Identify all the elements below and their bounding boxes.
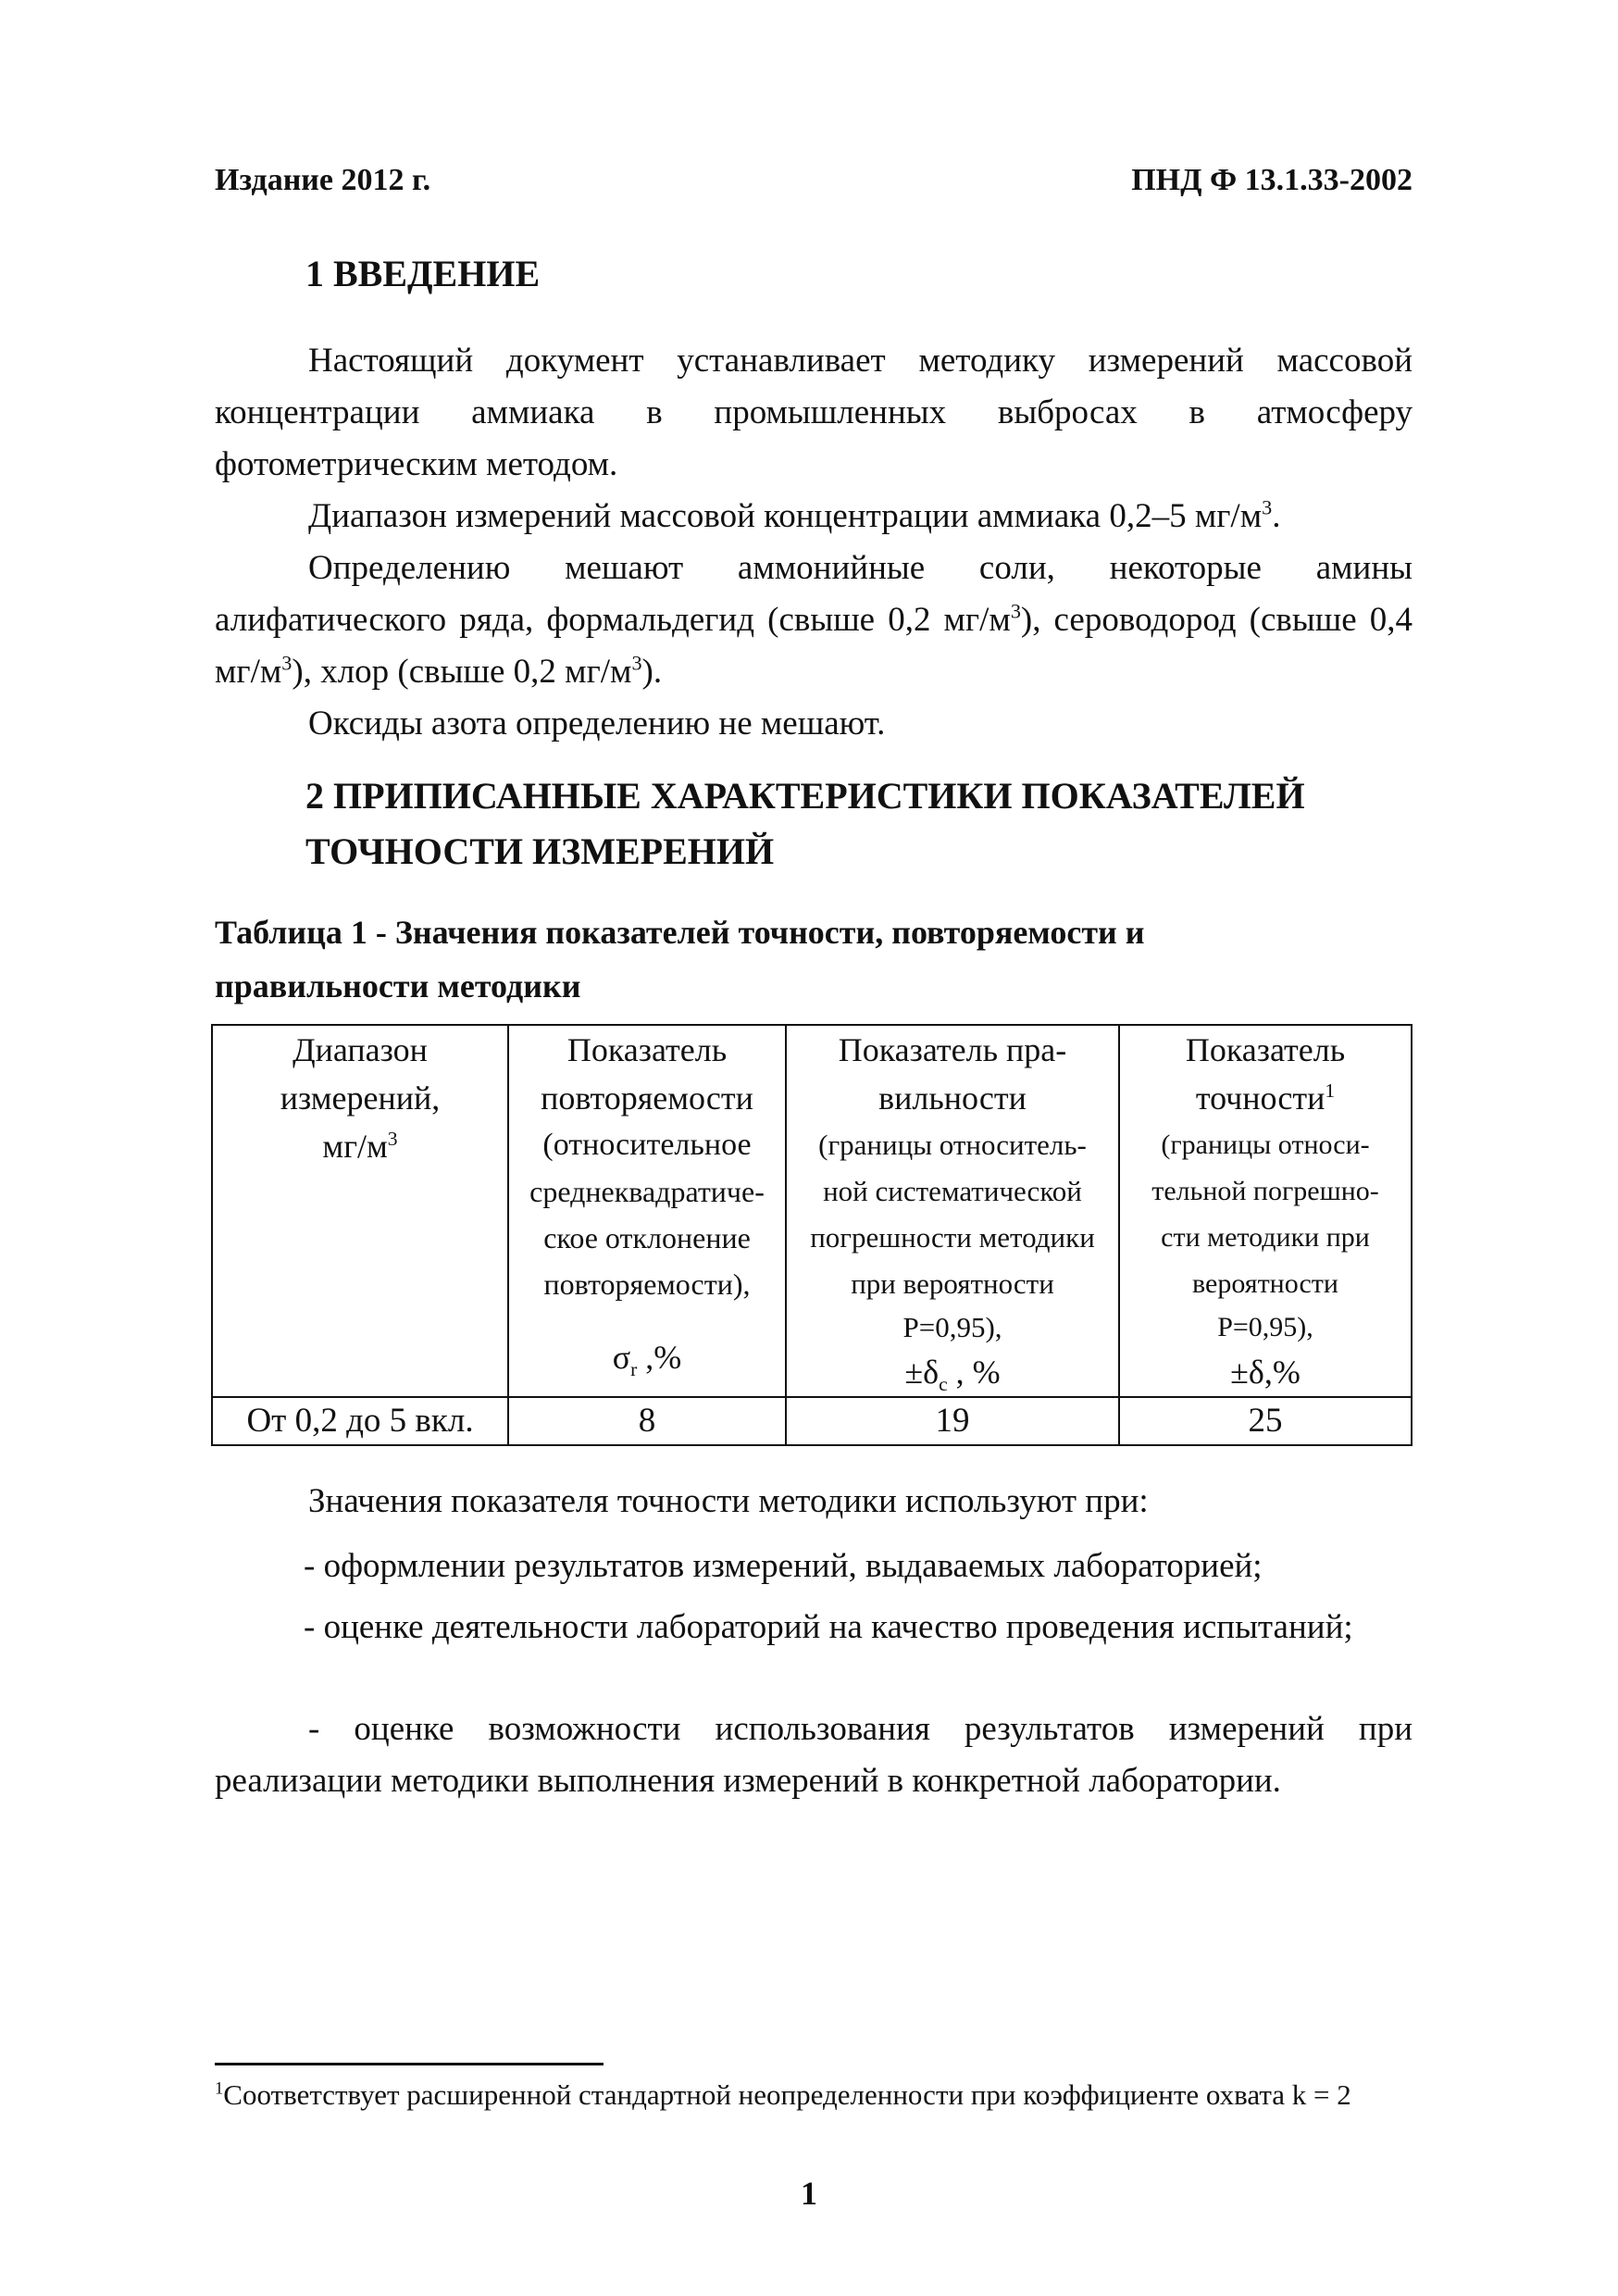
superscript: 3 <box>281 651 292 675</box>
superscript: 3 <box>1010 599 1021 623</box>
footnote <box>215 2074 1413 2116</box>
subscript: r <box>630 1358 638 1381</box>
table-cell-trueness: 19 <box>786 1397 1119 1445</box>
header-text <box>217 1122 504 1170</box>
intro-paragraph-4: Оксиды азота определению не мешают. <box>308 705 886 742</box>
usage-intro: Значения показателя точности методики используют при: <box>308 1482 1149 1520</box>
intro-paragraph-3 <box>215 543 1413 698</box>
page-number: 1 <box>801 2175 817 2212</box>
superscript: 3 <box>631 651 642 675</box>
header-text: измерений, <box>280 1079 441 1117</box>
header-text: Диапазон <box>292 1031 428 1068</box>
document-code: ПНД Ф 13.1.33-2002 <box>1131 163 1413 197</box>
interferents-text-b: ), сероводород (свыше 0,4 мг/м <box>215 601 1413 691</box>
header-text: Показатель <box>566 1031 728 1068</box>
header-cell-accuracy <box>1119 1025 1412 1397</box>
interferents-text-a: Определению мешают аммонийные соли, некоторые амины алифатического ряда, формальдегид (свыше 0,2 мг/м <box>215 549 1413 639</box>
header-symbol <box>790 1348 1114 1396</box>
table-caption <box>215 905 1413 1013</box>
interferents-text-c: ), хлор (свыше 0,2 мг/м <box>292 653 632 691</box>
superscript: 3 <box>387 1128 398 1150</box>
footnote-text: Соответствует расширенной стандартной неопределенности при коэффициенте охвата k = 2 <box>223 2078 1351 2111</box>
header-text: Показатель пра- <box>838 1031 1067 1068</box>
header-detail: повторяемости), <box>543 1267 751 1301</box>
header-detail: при вероятности <box>851 1267 1054 1300</box>
usage-item-2: - оценке деятельности лабораторий на качество проведения испытаний; <box>304 1608 1353 1646</box>
intro-paragraph-2: Диапазон измерений массовой концентрации аммиака 0,2–5 $мг/м^3$. <box>308 495 1281 535</box>
header-symbol: ±δ,% <box>1230 1354 1301 1391</box>
table-row <box>212 1397 1412 1445</box>
header-detail: вероятности <box>1192 1268 1338 1299</box>
table-caption-line-1: Таблица 1 - Значения показателей точности, повторяемости и <box>215 914 1145 951</box>
header-cell-trueness <box>786 1025 1119 1397</box>
header-cell-range <box>212 1025 508 1397</box>
usage-item-3: - оценке возможности использования результатов измерений при реализации методики выполнения измерений в конкретной лаборатории. <box>215 1710 1413 1800</box>
header-detail: среднеквадратиче- <box>529 1175 765 1208</box>
section-2-title-line-1: 2 ПРИПИСАННЫЕ ХАРАКТЕРИСТИКИ ПОКАЗАТЕЛЕЙ <box>305 775 1305 817</box>
edition-label: Издание 2012 г. <box>215 163 431 197</box>
table-cell-range: От 0,2 до 5 вкл. <box>212 1397 508 1445</box>
section-2-title <box>305 768 1416 880</box>
symbol-text: σ <box>612 1339 631 1376</box>
symbol-text: ±δ <box>904 1354 940 1391</box>
accuracy-table <box>211 1024 1413 1446</box>
header-detail: (границы относи- <box>1161 1129 1370 1160</box>
unit-text: мг/м <box>322 1128 388 1165</box>
symbol-tail: , % <box>947 1354 1001 1391</box>
header-text <box>1124 1074 1407 1122</box>
interferents-text-d: ). <box>641 653 663 691</box>
header-detail: (границы относитель- <box>818 1129 1087 1161</box>
header-text: Показатель <box>1185 1031 1346 1068</box>
table-cell-accuracy: 25 <box>1119 1397 1412 1445</box>
range-text: Диапазон измерений массовой концентрации аммиака 0,2–5 мг/м <box>308 497 1263 535</box>
header-detail: погрешности методики <box>810 1221 1095 1254</box>
header-symbol <box>513 1333 781 1381</box>
header-detail: сти методики при <box>1161 1222 1370 1253</box>
header-text: повторяемости <box>541 1079 753 1117</box>
header-detail: ной систематической <box>823 1175 1082 1207</box>
header-text-span: точности <box>1195 1079 1326 1117</box>
intro-paragraph-1: Настоящий документ устанавливает методику измерений массовой концентрации аммиака в промышленных выбросах в атмосферу фотометрическим методом. <box>215 342 1413 483</box>
footnote-mark: 1 <box>1325 1079 1336 1102</box>
table-cell-repeatability: 8 <box>508 1397 786 1445</box>
section-2-title-line-2: ТОЧНОСТИ ИЗМЕРЕНИЙ <box>305 830 775 872</box>
usage-item-1: - оформлении результатов измерений, выдаваемых лабораторией; <box>304 1547 1263 1585</box>
subscript: c <box>939 1373 948 1396</box>
header-cell-repeatability <box>508 1025 786 1397</box>
header-detail: тельной погрешно- <box>1151 1176 1379 1206</box>
table-caption-line-2: правильности методики <box>215 967 581 1004</box>
header-text: вильности <box>878 1079 1027 1117</box>
table-header-row <box>212 1025 1412 1397</box>
section-1-title: 1 ВВЕДЕНИЕ <box>305 253 541 294</box>
symbol-tail: ,% <box>637 1339 682 1376</box>
header-detail: (относительное <box>542 1128 752 1162</box>
header-detail: Р=0,95), <box>902 1311 1002 1343</box>
footnote-mark: 1 <box>215 2078 224 2099</box>
header-detail: ское отклонение <box>543 1221 751 1254</box>
superscript: 3 <box>1262 495 1273 519</box>
header-detail: Р=0,95), <box>1217 1312 1313 1342</box>
footnote-rule <box>215 2063 604 2065</box>
